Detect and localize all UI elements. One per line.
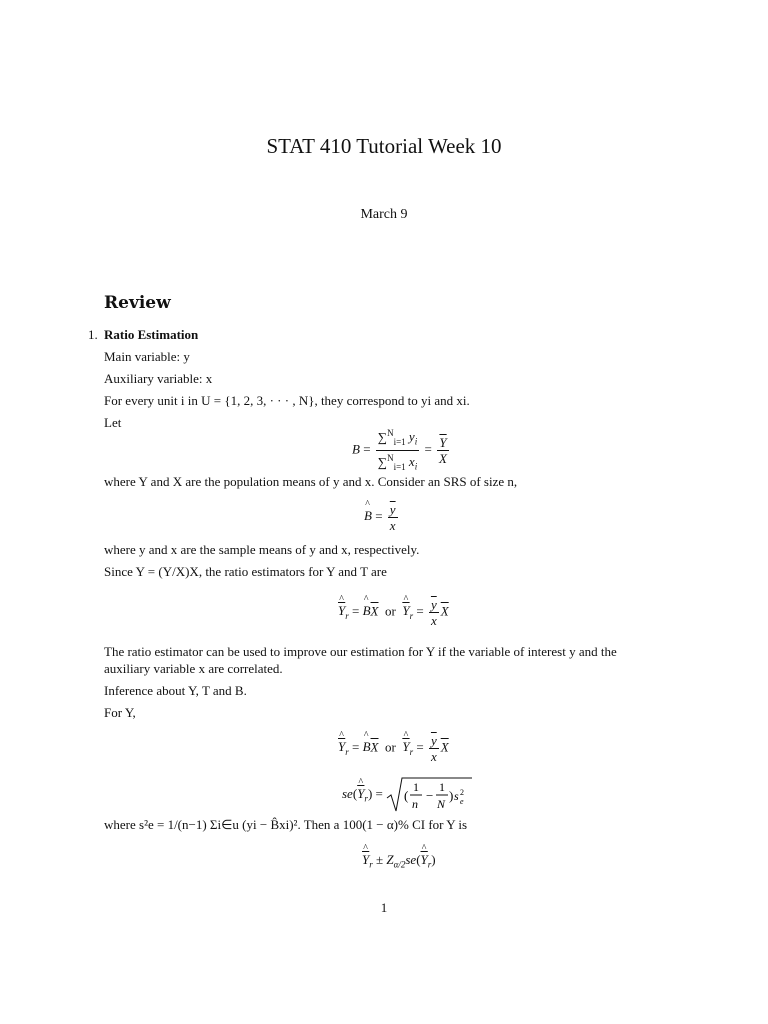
page-number: 1 — [380, 900, 388, 915]
sqrt-symbol — [386, 776, 472, 814]
ratio-improve-line-1: The ratio estimator can be used to improve our estimation for Y if the variable of interest y and the — [104, 644, 617, 659]
where-se-line: where s²e = 1/(n−1) Σi∈u (yi − B̂xi)². Then a 100(1 − α)% CI for Y is — [104, 817, 468, 832]
svg-text:n: n — [412, 797, 419, 811]
for-y-line: For Y, — [104, 705, 136, 720]
equation-ratio-estimator: ^ $\overline{Y}_r$ = ^ $B\overline{X}$ or ^ $\overline{Y}_r$ = $\frac{\overline{y}}{x}$ $\overline{X}$ — [338, 597, 449, 628]
main-variable-line: Main variable: y — [104, 349, 190, 364]
svg-text:1: 1 — [413, 780, 420, 794]
document-date: March 9 — [360, 207, 408, 222]
inference-line: Inference about Y, T and B. — [104, 683, 247, 698]
svg-text:(: ( — [404, 788, 409, 803]
where-population-line: where Y and X are the population means of y and x. Consider an SRS of size n, — [104, 474, 518, 489]
for-every-unit-line: For every unit i in U = {1, 2, 3, · · · , N}, they correspond to yi and xi. — [104, 393, 470, 408]
since-line: Since Y = (Y/X)X, the ratio estimators for Y and T are — [104, 564, 387, 579]
svg-text:1: 1 — [439, 780, 446, 794]
svg-text:−: − — [426, 788, 434, 803]
svg-text:s: s — [454, 789, 459, 803]
aux-variable-line: Auxiliary variable: x — [104, 371, 213, 386]
item-number: 1. — [88, 327, 98, 342]
ratio-improve-line-2: auxiliary variable x are correlated. — [104, 661, 283, 676]
equation-b-definition: B = $\frac{\sum^N_{i=1} y_i}{\sum^N_{i=1} x_i}$ = $\frac{\overline{Y}}{X}$ — [352, 428, 447, 472]
equation-b-hat: ^ B = $\frac{\overline{y}}{x}$ — [364, 502, 400, 533]
equation-confidence-interval: ^ $\overline{Y}_r$ ± $Z_{\alpha/2}se(\^{}$ $\overline{Y}_r$) — [362, 852, 436, 870]
section-heading: Review — [104, 293, 171, 313]
document-title: STAT 410 Tutorial Week 10 — [266, 134, 502, 158]
equation-ratio-estimator-repeat: ^ $\overline{Y}_r$ = ^ $B\overline{X}$ or ^ $\overline{Y}_r$ = $\frac{\overline{y}}{x}$ $\overline{X}$ — [338, 733, 449, 764]
equation-standard-error: se(^ $\overline{Y}_r$) = ( 1 n − 1 N ) s 2 e — [342, 776, 472, 814]
svg-text:N: N — [437, 797, 446, 811]
svg-text:2: 2 — [460, 788, 465, 797]
svg-text:): ) — [449, 788, 454, 803]
item-title: Ratio Estimation — [104, 327, 199, 342]
where-sample-line: where y and x are the sample means of y and x, respectively. — [104, 542, 420, 557]
svg-text:e: e — [460, 797, 464, 806]
let-line: Let — [104, 415, 122, 430]
